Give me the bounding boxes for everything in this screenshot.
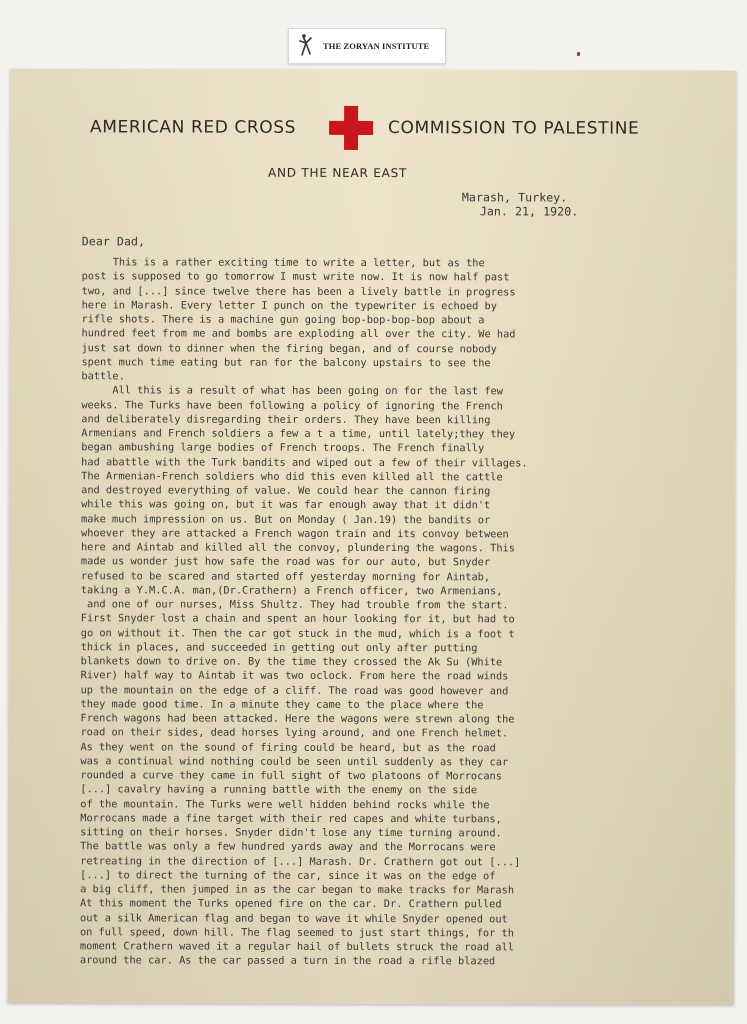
letter-line: up the mountain on the edge of a cliff. The road was good however and — [80, 683, 509, 697]
letter-line: go on without it. Then the car got stuck in the mud, which is a foot t — [80, 626, 515, 640]
letter-body — [80, 255, 722, 969]
letter-line: here and Aintab and killed all the convoy, plundering the wagons. This — [80, 541, 515, 555]
letter-line: sitting on their horses. Snyder didn't lose any time turning around. — [80, 826, 502, 840]
letter-line: refused to be scared and started off yesterday morning for Aintab, — [80, 569, 491, 583]
ink-speck — [577, 52, 580, 56]
letter-line: taking a Y.M.C.A. man,(Dr.Crathern) a French officer, two Armenians, — [80, 583, 503, 598]
letter-line: This is a rather exciting time to write a letter, but as the — [81, 256, 485, 270]
letter-line: whoever they are attacked a French wagon train and its convoy between — [80, 526, 509, 541]
letter-page — [8, 69, 736, 1005]
letter-line: around the car. As the car passed a turn in the road a rifle blazed — [79, 954, 496, 968]
letter-line: Morrocans made a fine target with their red capes and white turbans, — [80, 811, 502, 826]
letter-line: thick in places, and succeeded in getting out only after putting — [80, 640, 478, 655]
letter-line: As they went on the sound of firing could be heard, but as the road — [80, 740, 496, 754]
letter-date: Jan. 21, 1920. — [479, 204, 579, 219]
letter-line: a big cliff, then jumped in as the car began to make tracks for Marash — [80, 883, 515, 897]
letter-line: moment Crathern waved it a regular hail of bullets struck the road all — [79, 940, 514, 954]
letter-line: French wagons had been attacked. Here the wagons were strewn along the — [80, 712, 515, 726]
letter-line: battle. — [81, 370, 125, 383]
letter-line: The Armenian-French soldiers who did this even killed all the cattle — [81, 469, 503, 484]
letter-line: retreating in the direction of [...] Marash. Dr. Crathern got out [...] — [80, 854, 521, 868]
letter-line: [...] cavalry having a running battle with the enemy on the side — [80, 783, 478, 797]
letter-salutation: Dear Dad, — [81, 234, 146, 249]
letter-line: while this was going on, but it was far enough away that it didn't — [81, 498, 491, 512]
letter-line: hundred feet from me and bombs are exploding all over the city. We had — [81, 327, 516, 341]
letter-line: weeks. The Turks have been following a policy of ignoring the French — [81, 398, 503, 412]
zoryan-emblem-icon — [297, 33, 317, 59]
letter-line: Armenians and French soldiers a few a t a time, until lately;they they — [81, 427, 516, 441]
letterhead-commission: COMMISSION TO PALESTINE — [388, 118, 640, 139]
letter-line: and deliberately disregarding their orders. They have been killing — [81, 412, 491, 427]
letter-line: blankets down to drive on. By the time they crossed the Ak Su (White — [80, 655, 503, 669]
letter-line: All this is a result of what has been going on for the last few — [81, 384, 503, 398]
letter-line: of the mountain. The Turks were well hidden behind rocks while the — [80, 797, 490, 811]
letter-line: spent much time eating but ran for the balcony upstairs to see the — [81, 355, 491, 370]
letter-line: make much impression on us. But on Monday ( Jan.19) the bandits or — [81, 512, 491, 526]
red-cross-icon — [329, 106, 373, 150]
letter-line: began ambushing large bodies of French troops. The French finally — [81, 441, 485, 455]
letter-line: River) half way to Aintab it was two oclock. From here the road winds — [80, 669, 509, 683]
letter-line: two, and [...] since twelve there has been a lively battle in progress — [81, 284, 516, 298]
letter-line: road on their sides, dead horses lying around, and one French helmet. — [80, 726, 509, 740]
letter-line: [...] to direct the turning of the car, since it was on the edge of — [80, 868, 496, 883]
letterhead-subline: AND THE NEAR EAST — [267, 165, 408, 181]
letter-line: just sat down to dinner when the firing began, and of course nobody — [81, 341, 497, 355]
letter-line: made us wonder just how safe the road was for our auto, but Snyder — [80, 555, 491, 569]
letter-line: and one of our nurses, Miss Shultz. They had trouble from the start. — [80, 598, 509, 612]
letter-place: Marash, Turkey. — [461, 190, 568, 205]
letter-line: had abattle with the Turk bandits and wiped out a few of their villages. — [81, 455, 528, 469]
letter-line: here in Marash. Every letter I punch on the typewriter is echoed by — [81, 298, 497, 313]
letter-line: First Snyder lost a chain and spent an hour looking for it, but had to — [80, 612, 515, 626]
archive-tag — [288, 28, 446, 64]
letter-line: and destroyed everything of value. We could hear the cannon firing — [81, 484, 491, 498]
letter-line: out a silk American flag and began to wave it while Snyder opened out — [79, 911, 508, 925]
letter-line: At this moment the Turks opened fire on the car. Dr. Crathern pulled — [80, 897, 502, 911]
letter-line: rounded a curve they came in full sight of two platoons of Morrocans — [80, 769, 502, 783]
letter-line: was a continual wind nothing could be seen until suddenly as they car — [80, 754, 509, 769]
letter-line: they made good time. In a minute they came to the place where the — [80, 697, 484, 712]
letter-line: on full speed, down hill. The flag seemed to just start things, for th — [79, 925, 514, 940]
letterhead-org: AMERICAN RED CROSS — [90, 117, 297, 138]
archive-tag-label: THE ZORYAN INSTITUTE — [323, 41, 430, 51]
letter-line: The battle was only a few hundred yards away and the Morrocans were — [80, 840, 496, 854]
letterhead — [88, 105, 688, 147]
letter-line: rifle shots. There is a machine gun going bop-bop-bop-bop about a — [81, 313, 485, 327]
letter-line: post is supposed to go tomorrow I must write now. It is now half past — [81, 270, 510, 284]
